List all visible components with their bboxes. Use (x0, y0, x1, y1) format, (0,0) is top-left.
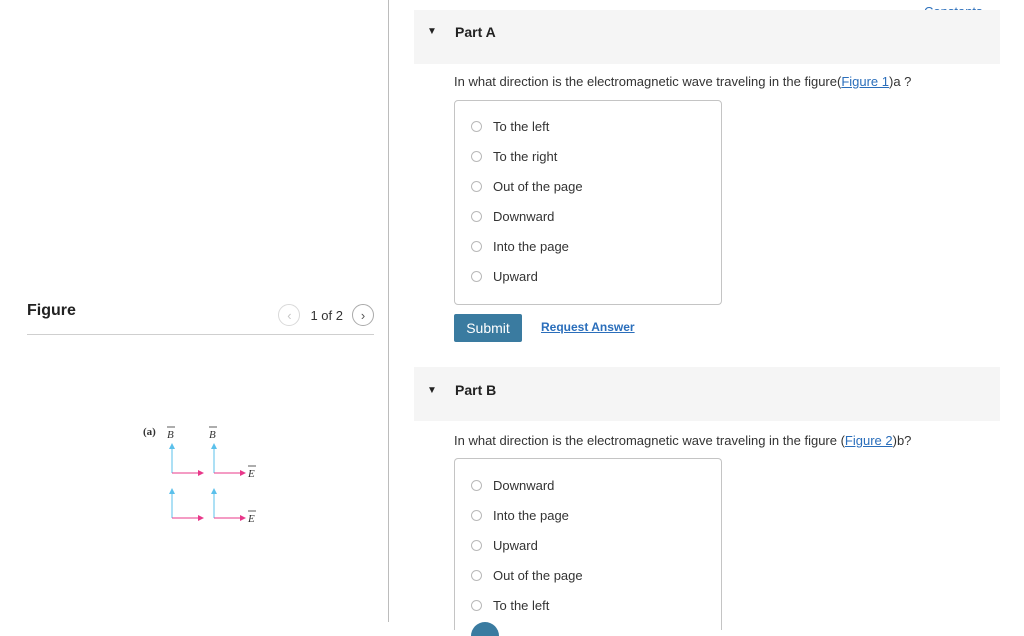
radio-button[interactable] (471, 271, 482, 282)
option-label: Downward (493, 209, 555, 224)
option-label: Downward (493, 478, 555, 493)
e-vector-label: E (248, 468, 255, 480)
part-b-header[interactable] (414, 367, 1000, 421)
option-label: To the left (493, 119, 550, 134)
option-out-of-the-page[interactable] (471, 568, 583, 583)
figure-image (138, 420, 268, 530)
figure-1-link[interactable]: Figure 1 (841, 74, 890, 89)
figure-2-link[interactable]: Figure 2 (844, 433, 893, 448)
e-vector-label: E (248, 513, 255, 525)
radio-button[interactable] (471, 480, 482, 491)
option-label: Upward (493, 538, 538, 553)
request-answer-link[interactable]: Request Answer (541, 320, 635, 334)
chevron-left-icon[interactable]: ‹ (278, 304, 300, 326)
part-a-options (454, 100, 722, 305)
part-a-header[interactable] (414, 10, 1000, 64)
radio-button[interactable] (471, 241, 482, 252)
figure-panel-label: (a) (143, 426, 156, 438)
option-into-the-page[interactable] (471, 508, 569, 523)
part-a-question (454, 74, 911, 89)
option-label: Into the page (493, 508, 569, 523)
radio-button[interactable] (471, 121, 482, 132)
option-downward[interactable] (471, 478, 554, 493)
radio-button[interactable] (471, 510, 482, 521)
b-vector-label: B (209, 429, 216, 441)
radio-button[interactable] (471, 540, 482, 551)
option-label: Upward (493, 269, 538, 284)
part-b-options (454, 458, 722, 630)
panel-divider (388, 0, 389, 622)
option-upward[interactable] (471, 538, 538, 553)
option-label: To the right (493, 149, 558, 164)
part-a-title: Part A (455, 24, 496, 40)
option-label: To the left (493, 598, 550, 613)
option-upward[interactable] (471, 269, 538, 284)
b-vector-label: B (167, 429, 174, 441)
chevron-right-icon[interactable]: › (352, 304, 374, 326)
figure-page-count: 1 of 2 (310, 307, 343, 323)
radio-button[interactable] (471, 211, 482, 222)
figure-header (27, 296, 374, 335)
option-downward[interactable] (471, 209, 554, 224)
figure-pager (278, 304, 374, 326)
option-out-of-the-page[interactable] (471, 179, 583, 194)
part-b-question (454, 433, 911, 448)
option-label: Into the page (493, 239, 569, 254)
radio-button[interactable] (471, 181, 482, 192)
radio-button[interactable] (471, 570, 482, 581)
submit-button[interactable]: Submit (454, 314, 522, 342)
option-label: Out of the page (493, 568, 583, 583)
question-text: In what direction is the electromagnetic wave traveling in the figure ( (454, 433, 845, 448)
figure-panel (0, 0, 388, 630)
option-to-the-left[interactable] (471, 598, 549, 613)
question-text: )b? (892, 433, 912, 448)
option-to-the-right[interactable] (471, 149, 557, 164)
caret-down-icon[interactable]: ▼ (427, 26, 437, 37)
question-text: )a ? (889, 74, 912, 89)
option-to-the-left[interactable] (471, 119, 549, 134)
radio-button[interactable] (471, 151, 482, 162)
caret-down-icon[interactable]: ▼ (427, 385, 437, 396)
figure-title: Figure (27, 302, 76, 319)
option-label: Out of the page (493, 179, 583, 194)
part-b-title: Part B (455, 382, 497, 398)
option-into-the-page[interactable] (471, 239, 569, 254)
radio-button[interactable] (471, 600, 482, 611)
question-text: In what direction is the electromagnetic wave traveling in the figure( (454, 74, 842, 89)
